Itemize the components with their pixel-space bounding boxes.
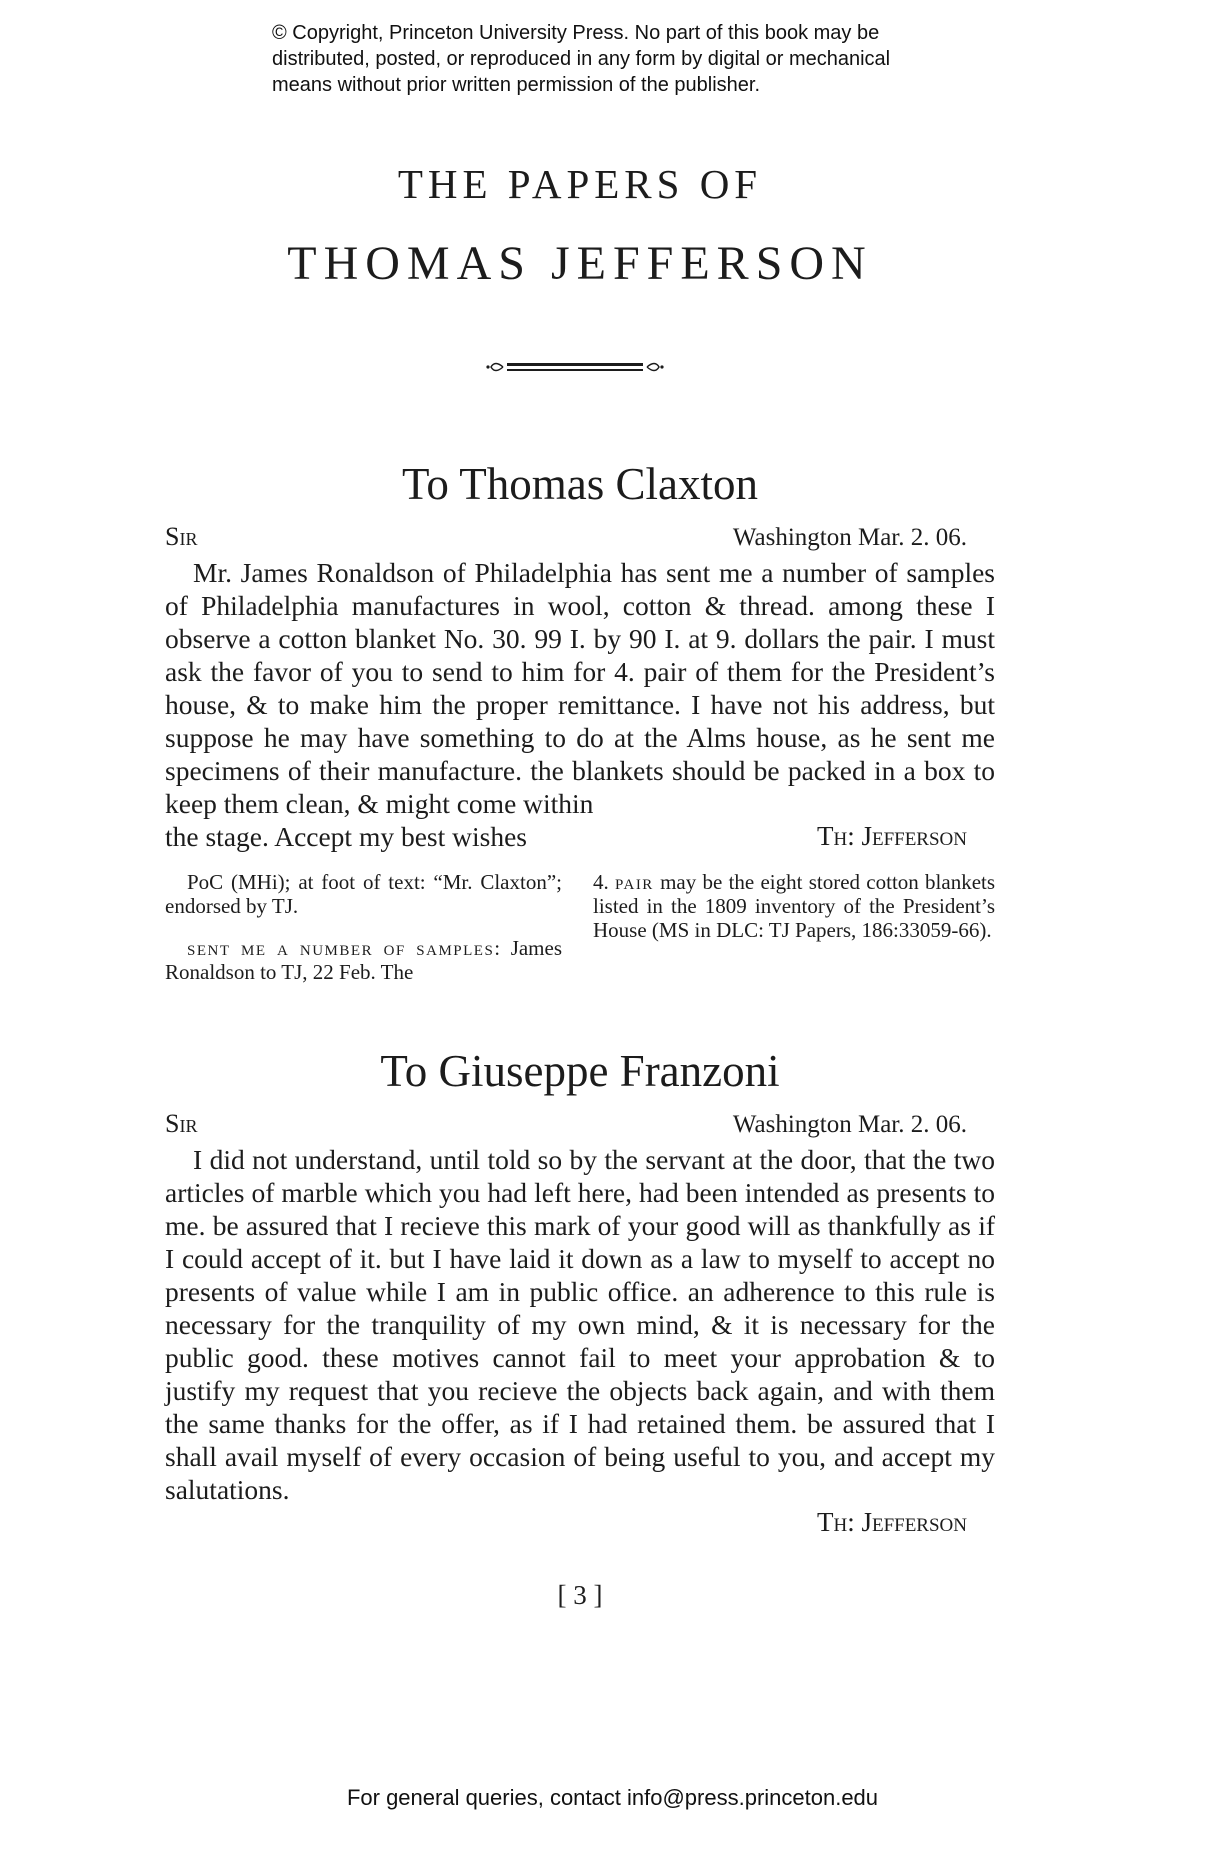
letter-claxton	[165, 458, 995, 990]
annotation-lemma: sent me a number of samples:	[187, 936, 502, 960]
annotation-text: James Ronaldson to TJ, 22 Feb. The	[165, 936, 563, 984]
letter-body: Mr. James Ronaldson of Philadelphia has sent me a number of samples of Philadelphia manufactures in wool, cotton & thread. among these I observe a cotton blanket No. 30. 99 I. by 90 I. at 9. dollars the pair. I must ask the favor of you to send to him for 4. pair of them for the President’s house, & to make him the proper remittance. I have not his address, but suppose he may have something to do at the Alms house, as he sent me specimens of their manufacture. the blankets should be packed in a box to keep them clean, & might come within	[165, 557, 995, 819]
salutation-row	[165, 522, 995, 556]
letter-title: To Thomas Claxton	[401, 459, 758, 509]
copyright-notice	[272, 20, 1072, 98]
annotation-number: 4.	[593, 870, 609, 894]
closing-row	[165, 820, 995, 854]
source-note: PoC (MHi); at foot of text: “Mr. Claxton”; endorsed by TJ.	[165, 870, 562, 918]
salutation: Sir	[165, 522, 198, 551]
copyright-line-2: distributed, posted, or reproduced in any form by digital or mechanical	[272, 48, 891, 70]
dateline: Washington Mar. 2. 06.	[732, 524, 967, 551]
footer-contact: For general queries, contact info@press.princeton.edu	[346, 1785, 879, 1810]
annotation-note-2	[593, 870, 995, 942]
double-rule-ornament-icon	[485, 358, 665, 376]
annotation-text-2: may be the eight stored cotton blankets listed in the 1809 inventory of the President’s House (MS in DLC: TJ Papers, 186:33059-66).	[593, 870, 996, 942]
annotation-note	[165, 936, 562, 984]
dateline: Washington Mar. 2. 06.	[732, 1111, 967, 1138]
letter-franzoni	[165, 1045, 995, 1542]
editorial-notes	[165, 870, 995, 990]
page-number: [ 3 ]	[557, 1580, 603, 1610]
copyright-line-1: © Copyright, Princeton University Press. No part of this book may be	[272, 22, 880, 44]
annotation-lemma-2: pair	[615, 870, 654, 894]
series-title-line-2: THOMAS JEFFERSON	[287, 237, 873, 290]
letter-body: I did not understand, until told so by the servant at the door, that the two articles of marble which you had left here, had been intended as presents to me. be assured that I recieve this mark of your good will as thankfully as if I could accept of it. but I have laid it down as a law to myself to accept no presents of value while I am in public office. an adherence to this rule is necessary for the tranquility of my own mind, & it is necessary for the public good. these motives cannot fail to meet your approbation & to justify my request that you recieve the objects back again, and with them the same thanks for the offer, as if I had retained them. be assured that I shall avail myself of every occasion of being useful to you, and accept my salutations.	[165, 1144, 995, 1505]
notes-left-column	[165, 870, 562, 984]
salutation-row	[165, 1109, 995, 1143]
copyright-line-3: means without prior written permission of the publisher.	[272, 74, 761, 96]
notes-right-column	[593, 870, 995, 942]
signature: Th: Jefferson	[816, 1507, 967, 1537]
series-title-line-1: THE PAPERS OF	[397, 161, 763, 207]
closing: the stage. Accept my best wishes	[165, 821, 527, 852]
signature-row	[165, 1506, 995, 1542]
salutation: Sir	[165, 1109, 198, 1138]
signature: Th: Jefferson	[816, 821, 967, 851]
letter-title: To Giuseppe Franzoni	[380, 1046, 780, 1096]
